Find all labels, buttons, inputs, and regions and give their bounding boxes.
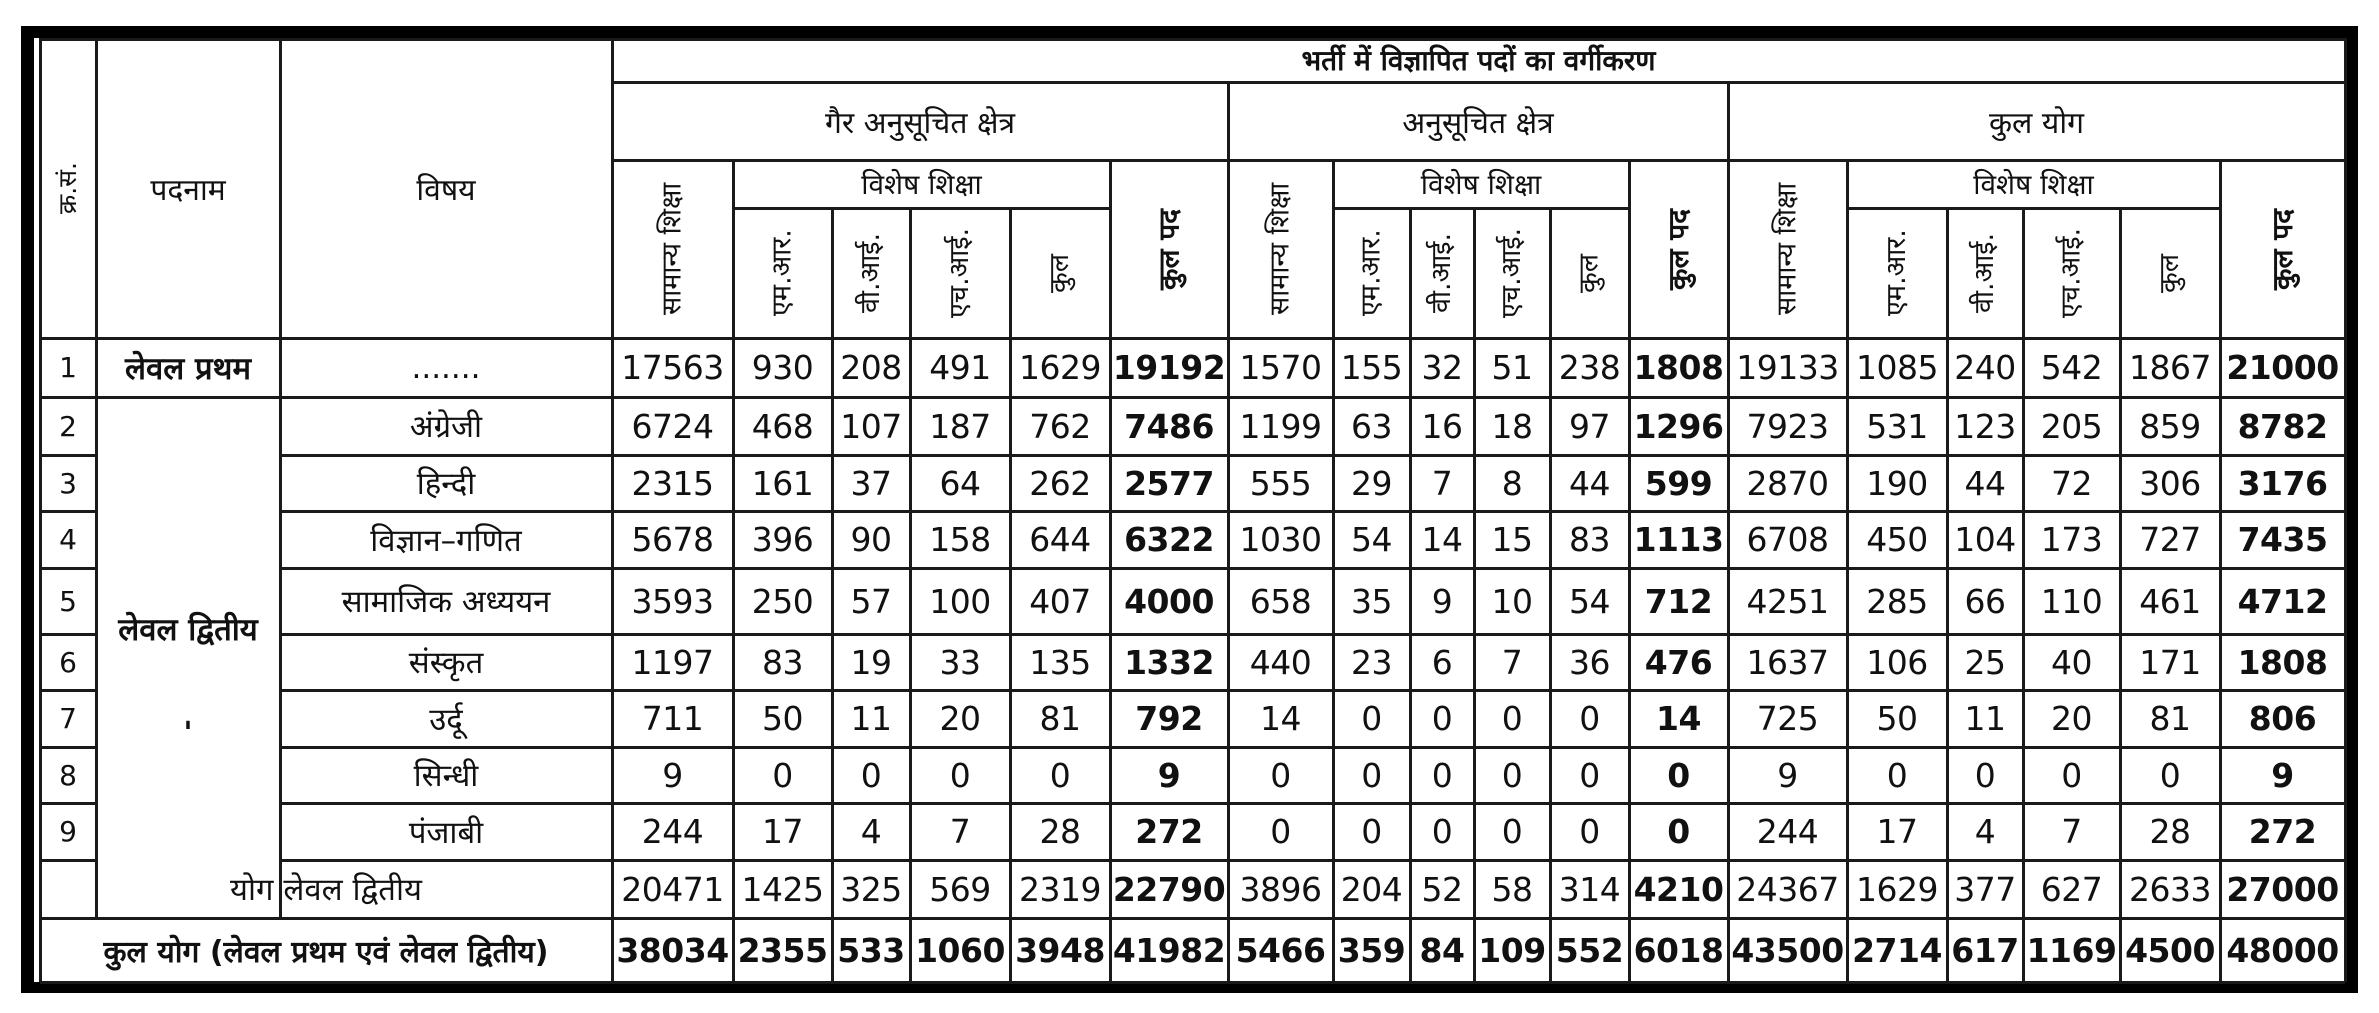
data-cell: 272 (2248, 812, 2317, 851)
data-cell: 0 (1270, 755, 1291, 795)
data-cell: 4 (860, 812, 882, 851)
grand-total-cell: 109 (1478, 930, 1546, 970)
data-cell: 51 (1491, 348, 1533, 387)
subtotal-cell: 2319 (1019, 869, 1101, 909)
data-cell: 208 (840, 348, 902, 387)
data-cell: 17 (762, 812, 803, 851)
data-cell: 531 (1866, 406, 1928, 446)
data-cell: 0 (1431, 699, 1453, 738)
data-cell: 14 (1421, 520, 1463, 559)
data-cell: 97 (1569, 406, 1610, 446)
data-cell: 450 (1866, 520, 1928, 559)
header-special-sub: कुल (1573, 253, 1605, 293)
data-cell: 0 (1431, 812, 1453, 851)
data-cell: 83 (1569, 520, 1610, 559)
data-cell: 4712 (2237, 581, 2328, 621)
data-cell: 20 (939, 699, 981, 738)
data-cell: 407 (1029, 581, 1091, 621)
data-cell: 727 (2139, 520, 2201, 559)
data-cell: 0 (1361, 755, 1382, 795)
grand-total-cell: 1060 (915, 930, 1005, 970)
data-cell: 83 (762, 642, 803, 682)
data-cell: 0 (1361, 812, 1382, 851)
header-subject: विषय (416, 172, 476, 208)
data-cell: 306 (2139, 463, 2201, 503)
data-cell: 32 (1421, 348, 1463, 387)
data-cell: 123 (1954, 406, 2016, 446)
subtotal-cell: 204 (1340, 869, 1403, 909)
data-cell: 0 (1501, 755, 1523, 795)
data-cell: 1629 (1019, 348, 1101, 387)
data-cell: 0 (860, 755, 882, 795)
data-cell: 104 (1954, 520, 2016, 559)
header-region-0: गैर अनुसूचित क्षेत्र (824, 105, 1016, 141)
table-title: भर्ती में विज्ञापित पदों का वर्गीकरण (1301, 44, 1656, 77)
subtotal-cell: 1425 (741, 869, 824, 909)
data-cell: 1332 (1124, 642, 1214, 682)
subtotal-cell: 3896 (1239, 869, 1322, 909)
data-cell: 3176 (2237, 463, 2328, 503)
data-cell: 476 (1644, 642, 1713, 682)
data-cell: 35 (1351, 581, 1392, 621)
data-cell: 33 (939, 642, 981, 682)
data-cell: 1085 (1856, 348, 1938, 387)
data-cell: 1808 (2237, 642, 2328, 682)
data-cell: 792 (1135, 699, 1203, 738)
data-cell: 491 (929, 348, 991, 387)
row-subject: सामाजिक अध्ययन (341, 584, 551, 620)
data-cell: 57 (850, 581, 892, 621)
data-cell: 555 (1249, 463, 1312, 503)
row-sr-no: 4 (59, 523, 77, 556)
data-cell: 1296 (1633, 406, 1724, 446)
stray-mark: ' (183, 716, 193, 751)
data-cell: 90 (850, 520, 892, 559)
row-subject: पंजाबी (408, 814, 484, 851)
data-cell: 1030 (1239, 520, 1322, 559)
row-subject: संस्कृत (408, 645, 484, 681)
grand-total-label: कुल योग (लेवल प्रथम एवं लेवल द्वितीय) (103, 934, 549, 970)
data-cell: 6 (1431, 642, 1453, 682)
subtotal-cell: 22790 (1112, 869, 1226, 909)
data-cell: 155 (1340, 348, 1403, 387)
row-subject: ....... (411, 349, 481, 386)
grand-total-cell: 5466 (1235, 930, 1326, 970)
data-cell: 0 (1579, 755, 1600, 795)
row-sr-no: 8 (59, 758, 77, 792)
header-general-education: सामान्य शिक्षा (1264, 182, 1296, 316)
data-cell: 205 (2040, 406, 2103, 446)
header-special-sub: वी.आई. (1968, 232, 2000, 314)
data-cell: 712 (1644, 581, 1713, 621)
data-cell: 250 (751, 581, 814, 621)
grand-total-cell: 359 (1337, 930, 1406, 970)
subtotal-cell: 58 (1491, 869, 1533, 909)
row-sr-no: 3 (59, 466, 77, 500)
subtotal-cell: 1629 (1856, 869, 1938, 909)
data-cell: 66 (1964, 581, 2006, 621)
grand-total-cell: 2355 (737, 930, 828, 970)
grand-total-cell: 38034 (616, 930, 729, 970)
data-cell: 238 (1558, 348, 1621, 387)
data-cell: 17563 (621, 348, 724, 387)
data-cell: 0 (1049, 755, 1071, 795)
data-cell: 17 (1876, 812, 1918, 851)
data-cell: 25 (1964, 642, 2006, 682)
data-cell: 0 (1579, 699, 1600, 738)
subtotal-cell: 20471 (621, 869, 724, 909)
data-cell: 4 (1974, 812, 1996, 851)
data-cell: 0 (1974, 755, 1996, 795)
header-region-1: अनुसूचित क्षेत्र (1402, 105, 1554, 141)
data-cell: 1867 (2129, 348, 2211, 387)
grand-total-cell: 48000 (2226, 930, 2339, 970)
data-cell: 0 (2061, 755, 2082, 795)
data-cell: 0 (1501, 812, 1523, 851)
header-special-sub: एम.आर. (766, 229, 798, 317)
data-cell: 644 (1029, 520, 1091, 559)
data-cell: 72 (2051, 463, 2092, 503)
data-cell: 36 (1569, 642, 1610, 682)
data-cell: 1197 (631, 642, 714, 682)
data-cell: 158 (929, 520, 991, 559)
data-cell: 106 (1866, 642, 1928, 682)
data-cell: 19 (850, 642, 892, 682)
data-cell: 19133 (1736, 348, 1839, 387)
grand-total-cell: 1169 (2026, 930, 2117, 970)
data-cell: 711 (641, 699, 704, 738)
row-sr-no: 6 (59, 645, 77, 679)
row-subject: सिन्धी (413, 758, 479, 794)
data-cell: 3593 (631, 581, 714, 621)
row-sr-no: 5 (59, 584, 77, 618)
header-special-education: विशेष शिक्षा (861, 168, 982, 201)
row-subject: हिन्दी (416, 466, 476, 502)
data-cell: 7 (949, 812, 971, 851)
data-cell: 81 (2149, 699, 2191, 738)
data-cell: 2577 (1124, 463, 1214, 503)
data-cell: 0 (772, 755, 793, 795)
data-cell: 9 (2271, 755, 2294, 795)
header-post-name: पदनाम (150, 172, 226, 208)
data-cell: 285 (1866, 581, 1928, 621)
data-cell: 9 (1431, 581, 1453, 621)
header-special-education: विशेष शिक्षा (1973, 168, 2094, 201)
data-cell: 244 (641, 812, 704, 851)
header-total-posts: कुल पद (1661, 208, 1695, 290)
data-cell: 64 (939, 463, 981, 503)
row-subject: अंग्रेजी (409, 409, 483, 445)
data-cell: 7 (1431, 463, 1453, 503)
header-special-sub: एच.आई. (1495, 227, 1527, 319)
data-cell: 468 (751, 406, 814, 446)
data-cell: 4251 (1746, 581, 1829, 621)
header-special-sub: कुल (1043, 253, 1075, 293)
data-cell: 272 (1135, 812, 1203, 851)
data-cell: 107 (840, 406, 902, 446)
data-cell: 396 (751, 520, 814, 559)
data-cell: 20 (2051, 699, 2092, 738)
subtotal-cell: 325 (840, 869, 902, 909)
data-cell: 0 (1886, 755, 1908, 795)
data-cell: 11 (850, 699, 892, 738)
data-cell: 542 (2040, 348, 2103, 387)
data-cell: 44 (1964, 463, 2006, 503)
data-cell: 16 (1421, 406, 1463, 446)
data-cell: 0 (949, 755, 971, 795)
data-cell: 1637 (1746, 642, 1829, 682)
data-cell: 762 (1029, 406, 1091, 446)
data-cell: 440 (1249, 642, 1312, 682)
data-cell: 0 (1431, 755, 1453, 795)
data-cell: 244 (1756, 812, 1819, 851)
data-cell: 9 (662, 755, 683, 795)
data-cell: 28 (2149, 812, 2191, 851)
grand-total-cell: 4500 (2125, 930, 2215, 970)
row-sr-no: 1 (59, 351, 77, 384)
data-cell: 10 (1491, 581, 1533, 621)
header-special-sub: वी.आई. (1425, 232, 1457, 314)
row-subject: उर्दू (429, 701, 463, 738)
data-cell: 54 (1351, 520, 1392, 559)
data-cell: 63 (1351, 406, 1392, 446)
row-post-name-level2: लेवल द्वितीय (118, 611, 258, 648)
data-cell: 161 (751, 463, 814, 503)
data-cell: 2315 (631, 463, 714, 503)
data-cell: 1113 (1633, 520, 1724, 559)
grand-total-cell: 43500 (1731, 930, 1844, 970)
data-cell: 2870 (1746, 463, 1829, 503)
subtotal-cell: 27000 (2226, 869, 2339, 909)
data-cell: 171 (2139, 642, 2201, 682)
grand-total-cell: 533 (837, 930, 905, 970)
data-cell: 0 (1361, 699, 1382, 738)
subtotal-label: योग लेवल द्वितीय (230, 872, 422, 908)
data-cell: 262 (1029, 463, 1091, 503)
data-cell: 1570 (1239, 348, 1322, 387)
data-cell: 110 (2040, 581, 2103, 621)
grand-total-cell: 84 (1419, 930, 1465, 970)
data-cell: 806 (2248, 699, 2317, 738)
data-cell: 14 (1260, 699, 1301, 738)
data-cell: 8 (1501, 463, 1523, 503)
data-cell: 54 (1569, 581, 1610, 621)
data-cell: 1808 (1633, 348, 1724, 387)
data-cell: 0 (1667, 755, 1690, 795)
grand-total-cell: 6018 (1633, 930, 1724, 970)
row-sr-no: 2 (59, 409, 77, 443)
data-cell: 8782 (2237, 406, 2328, 446)
data-cell: 930 (751, 348, 814, 387)
data-cell: 461 (2139, 581, 2201, 621)
data-cell: 0 (1667, 812, 1690, 851)
data-cell: 15 (1491, 520, 1533, 559)
header-general-education: सामान्य शिक्षा (1771, 182, 1803, 316)
data-cell: 50 (1876, 699, 1918, 738)
data-cell: 173 (2040, 520, 2103, 559)
data-cell: 23 (1351, 642, 1392, 682)
data-cell: 18 (1491, 406, 1533, 446)
header-special-sub: कुल (2153, 253, 2185, 293)
header-special-sub: एच.आई. (943, 227, 975, 319)
grand-total-cell: 2714 (1852, 930, 1942, 970)
data-cell: 7435 (2237, 520, 2328, 559)
header-sr-no: क्र.सं. (52, 162, 82, 214)
header-total-posts: कुल पद (2265, 208, 2299, 290)
data-cell: 9 (1777, 755, 1798, 795)
subtotal-cell: 24367 (1736, 869, 1839, 909)
data-cell: 9 (1157, 755, 1181, 795)
data-cell: 6724 (631, 406, 714, 446)
header-region-2: कुल योग (1989, 105, 2084, 141)
data-cell: 0 (1579, 812, 1600, 851)
data-cell: 725 (1756, 699, 1819, 738)
header-special-sub: एच.आई. (2055, 227, 2087, 319)
data-cell: 7923 (1746, 406, 1829, 446)
data-cell: 5678 (631, 520, 714, 559)
grand-total-cell: 617 (1951, 930, 2019, 970)
data-cell: 11 (1964, 699, 2006, 738)
data-cell: 40 (2051, 642, 2092, 682)
data-cell: 37 (850, 463, 892, 503)
subtotal-cell: 569 (929, 869, 991, 909)
header-special-education: विशेष शिक्षा (1420, 168, 1542, 201)
grand-total-cell: 3948 (1015, 930, 1105, 970)
data-cell: 6322 (1124, 520, 1214, 559)
data-cell: 28 (1039, 812, 1081, 851)
header-total-posts: कुल पद (1152, 208, 1186, 290)
subtotal-cell: 314 (1558, 869, 1621, 909)
subtotal-cell: 627 (2040, 869, 2103, 909)
data-cell: 240 (1954, 348, 2016, 387)
data-cell: 4000 (1124, 581, 1214, 621)
data-cell: 658 (1249, 581, 1312, 621)
data-cell: 0 (2159, 755, 2181, 795)
row-subject: विज्ञान–गणित (370, 522, 522, 559)
data-cell: 50 (762, 699, 803, 738)
data-cell: 100 (929, 581, 991, 621)
data-cell: 81 (1039, 699, 1081, 738)
header-special-sub: एम.आर. (1355, 229, 1387, 317)
row-post-name: लेवल प्रथम (124, 350, 252, 387)
data-cell: 7 (1501, 642, 1523, 682)
data-cell: 21000 (2226, 348, 2339, 387)
data-cell: 859 (2139, 406, 2201, 446)
header-general-education: सामान्य शिक्षा (656, 182, 688, 316)
data-cell: 190 (1866, 463, 1928, 503)
data-cell: 187 (929, 406, 991, 446)
data-cell: 135 (1029, 642, 1091, 682)
data-cell: 29 (1351, 463, 1392, 503)
data-cell: 7486 (1124, 406, 1214, 446)
data-cell: 0 (1501, 699, 1523, 738)
data-cell: 14 (1656, 699, 1701, 738)
header-special-sub: वी.आई. (854, 232, 886, 314)
data-cell: 7 (2061, 812, 2082, 851)
grand-total-cell: 41982 (1112, 930, 1226, 970)
data-cell: 0 (1270, 812, 1291, 851)
grand-total-cell: 552 (1555, 930, 1624, 970)
data-cell: 6708 (1746, 520, 1829, 559)
subtotal-cell: 2633 (2129, 869, 2211, 909)
data-cell: 1199 (1239, 406, 1322, 446)
row-sr-no: 7 (59, 702, 77, 735)
header-special-sub: एम.आर. (1880, 229, 1912, 317)
row-sr-no: 9 (59, 815, 77, 848)
data-cell: 44 (1569, 463, 1610, 503)
subtotal-cell: 4210 (1633, 869, 1724, 909)
data-cell: 19192 (1112, 348, 1226, 387)
data-cell: 599 (1644, 463, 1713, 503)
subtotal-cell: 377 (1954, 869, 2016, 909)
subtotal-cell: 52 (1421, 869, 1463, 909)
